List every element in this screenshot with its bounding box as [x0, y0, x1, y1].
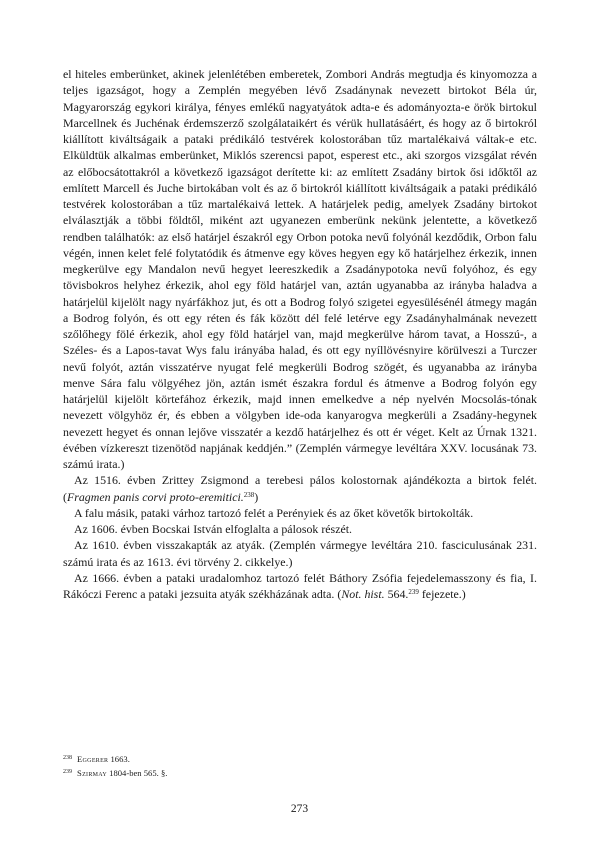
- footnotes: [63, 752, 537, 779]
- paragraph-text: 564.: [384, 587, 409, 601]
- page-number: 273: [290, 803, 309, 815]
- paragraph-text: Az 1516. évben Zrittey Zsigmond a terebesi pálos kolostornak ajándékozta a birtok felét. (: [63, 473, 537, 504]
- footnote: [63, 766, 537, 780]
- footnote: [63, 752, 537, 766]
- paragraph: Az 1610. évben visszakapták az atyák. (Zemplén vármegye levéltára 210. fasciculusának 231. számú irata és az 1613. évi törvény 2. cikkelye.): [63, 538, 537, 569]
- paragraph-text: Az 1666. évben a pataki uradalomhoz tartozó felét Báthory Zsófia fejedelemasszony és fia, I. Rákóczi Ferenc a pataki jezsuita atyák székházának adta. (: [63, 570, 537, 601]
- paragraph: Az 1606. évben Bocskai István elfoglalta a pálosok részét.: [74, 522, 353, 536]
- paragraph-text: fejezete.): [418, 587, 466, 601]
- paragraph: el hiteles emberünket, akinek jelenlétében emberetek, Zombori András megtudja és kinyomozza a teljes igazságot, hogy a Zemplén megyében lévő Zsadánynak nevezett birtokot Béla úr, Magyarország egykori királya, fényes emlékű nagyatyátok adta-e és adományozta-e örök birtokul Marcellnek és Juchénak érdemszerző szolgálataikért és vérük hullatásáért, és hogy az ő birtokról kiállított kiváltságaik a pataki prédikáló testvérek kolostorában tűz martalékaivá váltak-e etc. Elküldtük alkalmas emberünket, Miklós szerencsi papot, esperest etc., aki szorgos vizsgálat révén az előbocsátottakról a következő igazságot derítette ki: az említett Zsadány birtok ősi időktől az említett Marcell és Juche birtokában volt és az ő birtokról kiállított kiváltságaik a pataki prédikáló testvérek kolostorában a tűz martalékaivá lettek. A határjelek pedig, amelyek Zsadány birtokot elválasztják a többi földtől, miként azt ugyanezen emberünk nekünk jelentette, a következő rendben találhatók: az első határjel északról egy Orbon potoka nevű folyónál kezdődik, Orbon falu végén, innen kelet felé folytatódik és átmenve egy köves hegyen egy kő határjelhez érkezik, innen megkerülve egy Mandalon nevű hegyet leereszkedik a Zsadánypotoka nevű folyóhoz, és egy tövisbokros helyhez érkezik, ahol egy föld határjel van, aztán ugyanabba az irányba haladva a határjelül kijelölt nagy nyárfákhoz jut, és ott a Bodrog folyó szigetei egyesülésénél átmegy magán a Bodrog folyón, és ott egy réten és fák között dél felé letérve egy Zsadányhalmának nevezett szőlőhegy fölé érkezik, ahol egy föld határjel van, majd megkerülve három tavat, a Hosszú-, a Széles- és a Lapos-tavat Wys falu irányába halad, és ott egy nyíllövésnyire körülveszi a Turczer nevű folyót, aztán visszatérve nyugat felé megkerüli Bodrog szögét, és ugyanabba az irányba menve Sára falu völgyéhez jön, aztán ismét északra fordul és átmenve a Bodrog folyón egy határjelül kijelölt körtefához érkezik, majd innen emelkedve a nép nyelvén Mocsolás-tónak nevezett völgyhöz ér, és ebben a völgyben ide-oda kanyarogva megkerüli a Zsadány-hegynek nevezett hegyet és onnan lejőve visszatér a kezdő határjelhez és ott ér véget. Kelt az Úrnak 1321. évében vízkereszt tizenötöd napjának keddjén.” (Zemplén vármegye levéltára XXV. locusának 73. számú irata.): [63, 67, 537, 471]
- paragraph: [63, 472, 537, 505]
- paragraph-text: ): [254, 489, 259, 504]
- footnote-author: Eggerer: [77, 754, 109, 764]
- latin-title: Fragmen panis corvi proto-eremitici.: [66, 489, 244, 504]
- paragraph: A falu másik, pataki várhoz tartozó felét a Perényiek és az őket követők birtokolták.: [74, 505, 474, 520]
- footnote-ref[interactable]: 238: [243, 490, 255, 499]
- footnote-text: 1663.: [108, 754, 130, 764]
- latin-title: Not. hist.: [341, 587, 385, 601]
- footnote-author: Szirmay: [77, 767, 107, 778]
- footnote-text: 1804-ben 565. §.: [107, 767, 168, 778]
- paragraph: [63, 570, 537, 603]
- footnote-ref[interactable]: 239: [408, 588, 419, 596]
- footnote-number: 239: [63, 768, 72, 775]
- footnote-number: 238: [63, 755, 72, 761]
- main-text: [63, 66, 537, 602]
